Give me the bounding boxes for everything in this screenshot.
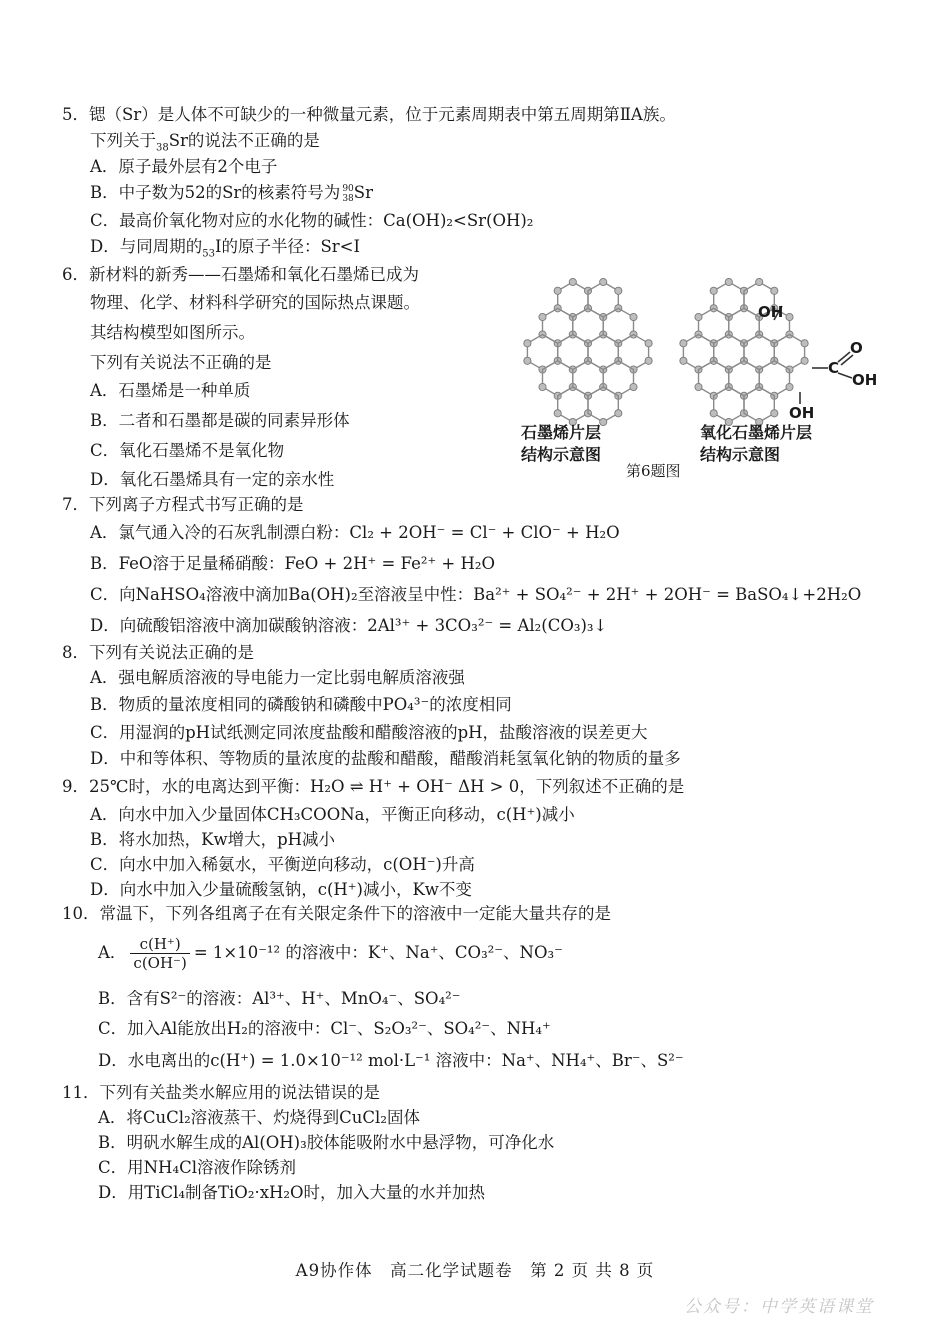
graphene-oxide-caption-line1: 氧化石墨烯片层 <box>700 423 813 442</box>
q10-option-c: C．加入Al能放出H₂的溶液中：Cl⁻、S₂O₃²⁻、SO₄²⁻、NH₄⁺ <box>98 1019 551 1038</box>
q9-option-d: D．向水中加入少量硫酸氢钠，c(H⁺)减小，Kw不变 <box>90 880 472 899</box>
q7-option-b: B．FeO溶于足量稀硝酸：FeO + 2H⁺ = Fe²⁺ + H₂O <box>90 554 496 573</box>
q6-option-d: D．氧化石墨烯具有一定的亲水性 <box>90 470 335 489</box>
q5-option-b: B．中子数为52的Sr的核素符号为 90 38 Sr <box>90 183 373 204</box>
hexagon-ring <box>683 335 713 370</box>
hexagon-ring <box>543 308 573 343</box>
hexagon-ring <box>699 361 729 396</box>
carbon-atom <box>645 340 652 347</box>
q8-option-b: B．物质的量浓度相同的磷酸钠和磷酸中PO₄³⁻的浓度相同 <box>90 695 512 714</box>
carbon-atom <box>710 410 717 417</box>
carbon-atom <box>615 410 622 417</box>
carbon-atom <box>554 410 561 417</box>
q10-option-a: A． $\frac{c(H^+)}{c(OH^-)}$ = 1×10⁻¹² 的溶液中：K⁺、Na⁺、CO₃²⁻、NO₃⁻ <box>98 935 563 972</box>
q5-option-d: D．与同周期的$_{53}$I的原子半径：Sr<I <box>90 237 361 260</box>
hexagon-ring <box>543 361 573 396</box>
figure-title: 第6题图 <box>626 462 681 480</box>
q7-option-a: A．氯气通入冷的石灰乳制漂白粉：Cl₂ + 2OH⁻ = Cl⁻ + ClO⁻ + H₂O <box>90 523 620 542</box>
q8-option-a: A．强电解质溶液的导电能力一定比弱电解质溶液强 <box>90 668 465 687</box>
oh-label-top: OH <box>758 303 784 321</box>
ratio-fraction: $\frac{c(H^+)}{c(OH^-)}$ <box>130 935 189 972</box>
q11-option-b: B．明矾水解生成的Al(OH)₃胶体能吸附水中悬浮物，可净化水 <box>98 1133 555 1152</box>
q11-option-d: D．用TiCl₄制备TiO₂·xH₂O时，加入大量的水并加热 <box>98 1183 486 1202</box>
q9-option-a: A．向水中加入少量固体CH₃COONa，平衡正向移动，c(H⁺)减小 <box>90 805 575 824</box>
q7-option-c: C．向NaHSO₄溶液中滴加Ba(OH)₂至溶液呈中性：Ba²⁺ + SO₄²⁻ + 2H⁺ + 2OH⁻ = BaSO₄↓+2H₂O <box>90 585 862 604</box>
q7-option-d: D．向硫酸铝溶液中滴加碳酸钠溶液：2Al³⁺ + 3CO₃²⁻ = Al₂(CO₃)₃↓ <box>90 616 608 635</box>
q6-stem-line2: 物理、化学、材料科学研究的国际热点课题。 <box>90 293 420 312</box>
q10-option-d: D．水电离出的c(H⁺) = 1.0×10⁻¹² mol·L⁻¹ 溶液中：Na⁺、NH₄⁺、Br⁻、S²⁻ <box>98 1051 684 1070</box>
q5-option-a: A．原子最外层有2个电子 <box>90 157 278 176</box>
graphene-caption-line2: 结构示意图 <box>521 445 602 464</box>
page-footer: A9协作体 高二化学试题卷 第 2 页 共 8 页 <box>295 1261 655 1280</box>
q9-option-b: B．将水加热，Kw增大，pH减小 <box>90 830 336 849</box>
carbon-atom <box>695 383 702 390</box>
q6-option-b: B．二者和石墨都是碳的同素异形体 <box>90 411 350 430</box>
carbon-atom <box>554 287 561 294</box>
q10-option-b: B．含有S²⁻的溶液：Al³⁺、H⁺、MnO₄⁻、SO₄²⁻ <box>98 989 461 1008</box>
q7-stem: 7．下列离子方程式书写正确的是 <box>62 495 304 514</box>
q6-stem-line3: 其结构模型如图所示。 <box>90 323 255 342</box>
hexagon-ring <box>714 282 744 317</box>
hexagon-ring <box>714 387 744 422</box>
hexagon-ring <box>527 335 557 370</box>
hexagon-ring <box>699 308 729 343</box>
carbon-atom <box>771 287 778 294</box>
hexagon-ring <box>558 387 588 422</box>
q11-option-a: A．将CuCl₂溶液蒸干、灼烧得到CuCl₂固体 <box>98 1108 420 1127</box>
carbon-atom <box>801 340 808 347</box>
o-label: O <box>850 339 863 357</box>
q9-option-c: C．向水中加入稀氨水，平衡逆向移动，c(OH⁻)升高 <box>90 855 475 874</box>
q6-stem-line4: 下列有关说法不正确的是 <box>90 353 272 372</box>
hexagon-ring <box>573 308 603 343</box>
hexagon-ring <box>573 361 603 396</box>
q5-stem-line2: 下列关于$_{38}$Sr的说法不正确的是 <box>90 131 320 154</box>
q6-option-c: C．氧化石墨烯不是氧化物 <box>90 441 285 460</box>
carbon-atom <box>695 313 702 320</box>
graphene-lattice <box>524 278 652 425</box>
q8-option-c: C．用湿润的pH试纸测定同浓度盐酸和醋酸溶液的pH，盐酸溶液的误差更大 <box>90 723 648 742</box>
carbon-atom <box>615 287 622 294</box>
carbon-atom <box>630 313 637 320</box>
graphene-oxide-caption-line2: 结构示意图 <box>700 445 781 464</box>
carbon-atom <box>539 383 546 390</box>
watermark: 公众号：中学英语课堂 <box>684 1297 874 1317</box>
carbon-atom <box>756 278 763 285</box>
carbon-atom <box>725 278 732 285</box>
carbon-atom <box>786 383 793 390</box>
q9-stem: 9．25℃时，水的电离达到平衡：H₂O ⇌ H⁺ + OH⁻ ΔH > 0，下列叙述不正确的是 <box>62 777 685 796</box>
carbon-atom <box>680 340 687 347</box>
hexagon-ring <box>744 387 774 422</box>
c-label: C <box>828 359 840 377</box>
nuclide-notation: 90 38 <box>342 183 354 204</box>
carbon-atom <box>680 357 687 364</box>
hexagon-ring <box>558 335 588 370</box>
q5-stem-line1: 5．锶（Sr）是人体不可缺少的一种微量元素，位于元素周期表中第五周期第ⅡA族。 <box>62 105 676 124</box>
q8-option-d: D．中和等体积、等物质的量浓度的盐酸和醋酸，醋酸消耗氢氧化钠的物质的量多 <box>90 749 681 768</box>
oh-label-bottom: OH <box>789 404 815 422</box>
hexagon-ring <box>588 335 618 370</box>
q6-stem-line1: 6．新材料的新秀——石墨烯和氧化石墨烯已成为 <box>62 265 419 284</box>
hexagon-ring <box>729 308 759 343</box>
hexagon-ring <box>714 335 744 370</box>
hexagon-ring <box>729 361 759 396</box>
carbon-atom <box>710 287 717 294</box>
carbon-atom <box>630 383 637 390</box>
carbon-atom <box>600 278 607 285</box>
hexagon-ring <box>603 308 633 343</box>
q5-option-c: C．最高价氧化物对应的水化物的碱性：Ca(OH)₂<Sr(OH)₂ <box>90 211 534 230</box>
carbon-atom <box>786 313 793 320</box>
q8-stem: 8．下列有关说法正确的是 <box>62 643 254 662</box>
carbon-atom <box>771 410 778 417</box>
carbon-atom <box>801 357 808 364</box>
q11-option-c: C．用NH₄Cl溶液作除锈剂 <box>98 1158 296 1177</box>
hexagon-ring <box>744 335 774 370</box>
carbon-atom <box>524 340 531 347</box>
hexagon-ring <box>774 335 804 370</box>
carbon-atom <box>524 357 531 364</box>
carbon-atom <box>645 357 652 364</box>
carbon-atom <box>539 313 546 320</box>
hexagon-ring <box>759 361 789 396</box>
q11-stem: 11．下列有关盐类水解应用的说法错误的是 <box>62 1083 380 1102</box>
q10-stem: 10．常温下，下列各组离子在有关限定条件下的溶液中一定能大量共存的是 <box>62 904 611 923</box>
graphene-caption-line1: 石墨烯片层 <box>521 423 602 442</box>
hexagon-ring <box>558 282 588 317</box>
hexagon-ring <box>618 335 648 370</box>
hexagon-ring <box>603 361 633 396</box>
oh-label-right: OH <box>852 371 878 389</box>
carbon-atom <box>569 278 576 285</box>
hexagon-ring <box>588 282 618 317</box>
q6-option-a: A．石墨烯是一种单质 <box>90 381 251 400</box>
hexagon-ring <box>588 387 618 422</box>
